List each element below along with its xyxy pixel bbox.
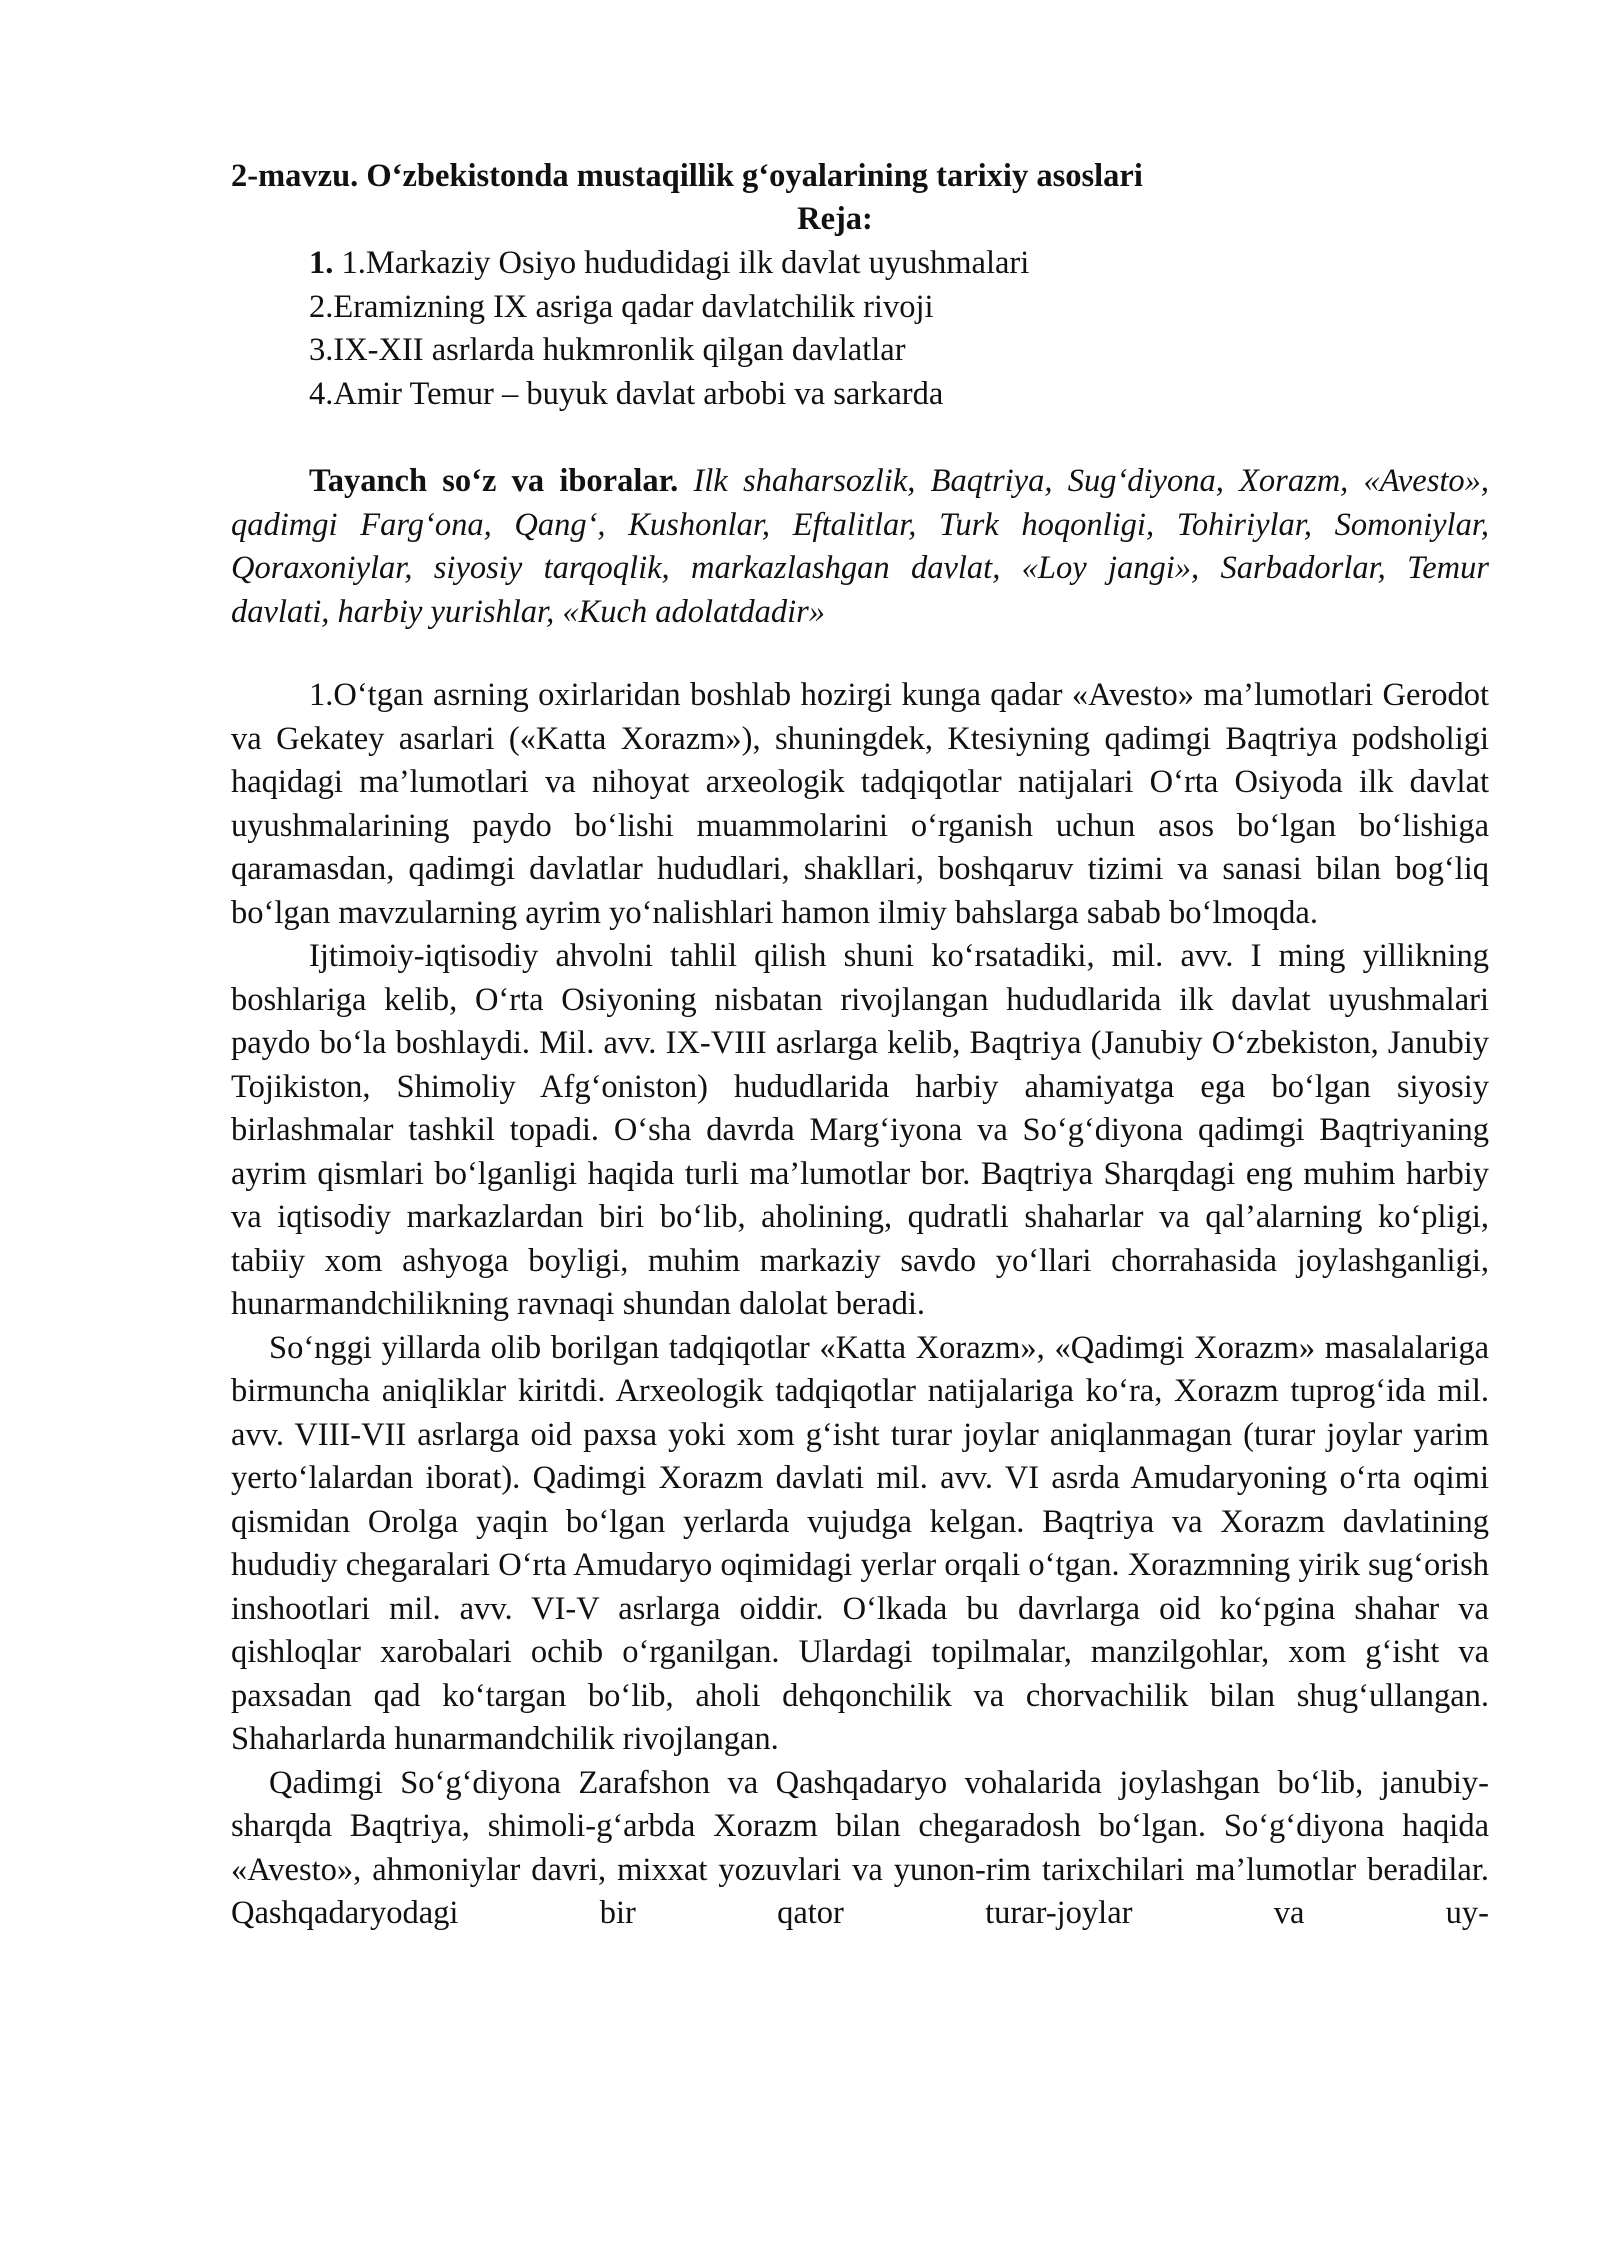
plan-item [309,373,1309,417]
plan-item [309,242,1309,286]
plan-item-number: 1. [309,245,334,281]
plan-item-text: 2.Eramizning IX asriga qadar davlatchilik rivoji [309,288,934,325]
body-paragraph: Qadimgi So‘g‘diyona Zarafshon va Qashqadaryo vohalarida joylashgan bo‘lib, janubiy-sharqda Baqtriya, shimoli-g‘arbda Xorazm bilan chegaradosh bo‘lgan. So‘g‘diyona haqida «Avesto», ahmoniylar davri, mixxat yozuvlari va yunon-rim tarixchilari ma’lumotlar beradilar. Qashqadaryodagi bir qator turar-joylar va uy- [231,1764,1489,1931]
keywords-paragraph [231,460,1489,634]
plan-item-text: 1.Markaziy Osiyo hududidagi ilk davlat uyushmalari [333,245,1030,281]
document-title: 2-mavzu. O‘zbekistonda mustaqillik g‘oyalarining tarixiy asoslari [231,158,1143,194]
plan-item [309,286,1309,330]
plan-item-text: 4.Amir Temur – buyuk davlat arbobi va sarkarda [309,375,944,412]
body-paragraph: 1.O‘tgan asrning oxirlaridan boshlab hozirgi kunga qadar «Avesto» ma’lumotlari Gerodot va Gekatey asarlari («Katta Xorazm»), shuningdek, Ktesiyning qadimgi Baqtriya podsholigi haqidagi ma’lumotlari va nihoyat arxeologik tadqiqotlar natijalari O‘rta Osiyoda ilk davlat uyushmalarining paydo bo‘lishi muammolarini o‘rganish uchun asos bo‘lgan bo‘lishiga qaramasdan, qadimgi davlatlar hududlari, shakllari, boshqaruv tizimi va sanasi bilan bog‘liq bo‘lgan mavzularning ayrim yo‘nalishlari hamon ilmiy bahslarga sabab bo‘lmoqda. [231,677,1489,931]
keywords-heading: Tayanch so‘z va iboralar. [309,463,679,499]
plan-item-text: 3.IX-XII asrlarda hukmronlik qilgan davlatlar [309,332,906,368]
plan-list [309,242,1309,416]
main-text [231,674,1489,1936]
body-paragraph: So‘nggi yillarda olib borilgan tadqiqotlar «Katta Xorazm», «Qadimgi Xorazm» masalalariga birmuncha aniqliklar kiritdi. Arxeologik tadqiqotlar natijalariga ko‘ra, Xorazm tuprog‘ida mil. avv. VIII-VII asrlarga oid paxsa yoki xom g‘isht turar joylar aniqlanmagan (turar joylar yarim yerto‘lalardan iborat). Qadimgi Xorazm davlati mil. avv. VI asrda Amudaryoning o‘rta oqimi qismidan Orolga yaqin bo‘lgan yerlarda vujudga kelgan. Baqtriya va Xorazm davlatining hududiy chegaralari O‘rta Amudaryo oqimidagi yerlar orqali o‘tgan. Xorazmning yirik sug‘orish inshootlari mil. avv. VI-V asrlarga oiddir. O‘lkada bu davrlarga oid ko‘pgina shahar va qishloqlar xarobalari ochib o‘rganilgan. Ulardagi topilmalar, manzilgohlar, xom g‘isht va paxsadan qad ko‘targan bo‘lib, aholi dehqonchilik va chorvachilik bilan shug‘ullangan. Shaharlarda hunarmandchilik rivojlangan. [231,1329,1489,1757]
keywords-list: Ilk shaharsozlik, Baqtriya, Sug‘diyona, Xorazm, «Avesto», qadimgi Farg‘ona, Qang‘, Kushonlar, Eftalitlar, Turk hoqonligi, Tohiriylar, Somoniylar, Qoraxoniylar, siyosiy tarqoqlik, markazlashgan davlat, «Loy jangi», Sarbadorlar, Temur davlati, harbiy yurishlar, «Kuch adolatdadir» [231,463,1489,630]
plan-item [309,329,1309,373]
keywords-section [231,460,1489,634]
plan-heading: Reja: [797,201,873,237]
body-paragraph: Ijtimoiy-iqtisodiy ahvolni tahlil qilish shuni ko‘rsatadiki, mil. avv. I ming yillikning boshlariga kelib, O‘rta Osiyoning nisbatan rivojlangan hududlarida ilk davlat uyushmalari paydo bo‘la boshlaydi. Mil. avv. IX-VIII asrlarga kelib, Baqtriya (Janubiy O‘zbekiston, Janubiy Tojikiston, Shimoliy Afg‘oniston) hududlarida harbiy ahamiyatga ega bo‘lgan siyosiy birlashmalar tashkil topadi. O‘sha davrda Marg‘iyona va So‘g‘diyona qadimgi Baqtriyaning ayrim qismlari bo‘lganligi haqida turli ma’lumotlar bor. Baqtriya Sharqdagi eng muhim harbiy va iqtisodiy markazlardan biri bo‘lib, aholining, qudratli shaharlar va qal’alarning ko‘pligi, tabiiy xom ashyoga boyligi, muhim markaziy savdo yo‘llari chorrahasida joylashganligi, hunarmandchilikning ravnaqi shundan dalolat beradi. [231,938,1489,1322]
